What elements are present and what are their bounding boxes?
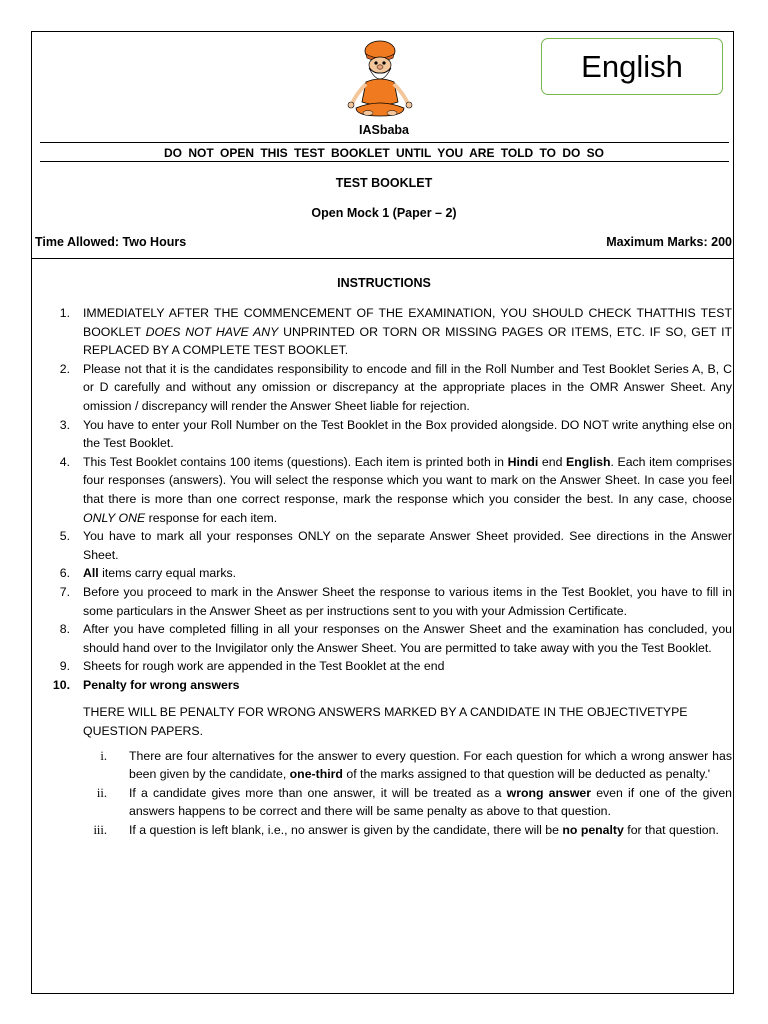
instruction-text: You have to mark all your responses ONLY on the separate Answer Sheet provided. See directions in the Answer Sheet. bbox=[83, 529, 732, 562]
time-marks-row bbox=[35, 235, 732, 249]
paper-title: Open Mock 1 (Paper – 2) bbox=[311, 206, 457, 220]
penalty-text: If a candidate gives more than one answer, it will be treated as a wrong answer even if one of the given answers happens to be correct and there will be same penalty as above to that question. bbox=[129, 785, 733, 819]
penalty-number: i. bbox=[100, 748, 107, 763]
iasbaba-logo bbox=[342, 38, 418, 120]
instruction-item bbox=[48, 657, 732, 676]
instruction-number: 9. bbox=[59, 659, 70, 674]
instruction-number: 5. bbox=[59, 529, 70, 544]
maximum-marks: Maximum Marks: 200 bbox=[606, 235, 732, 249]
instruction-number: 2. bbox=[59, 361, 70, 376]
penalty-text: There are four alternatives for the answer to every question. For each question for which a wrong answer has been given by the candidate, one-third of the marks assigned to that question will be deducted as penalty.' bbox=[129, 748, 732, 782]
instruction-item bbox=[48, 453, 732, 527]
instruction-text: IMMEDIATELY AFTER THE COMMENCEMENT OF THE EXAMINATION, YOU SHOULD CHECK THATTHIS TEST BOOKLET DOES NOT HAVE ANY UNPRINTED OR TORN OR MISSING PAGES OR ITEMS, ETC. IF SO, GET IT REPLACED BY A COMPLETE TEST BOOKLET. bbox=[83, 306, 733, 358]
logo-name: IASbaba bbox=[358, 123, 409, 137]
instruction-number: 8. bbox=[59, 622, 70, 637]
instruction-item bbox=[48, 527, 732, 564]
time-allowed: Time Allowed: Two Hours bbox=[35, 235, 187, 249]
instruction-number: 10. bbox=[52, 677, 70, 692]
instruction-item bbox=[48, 583, 732, 620]
instruction-number: 6. bbox=[59, 566, 70, 581]
instruction-number: 4. bbox=[59, 454, 70, 469]
instruction-text: You have to enter your Roll Number on the Test Booklet in the Box provided alongside. DO NOT write anything else on the Test Booklet. bbox=[83, 417, 732, 451]
penalty-intro: THERE WILL BE PENALTY FOR WRONG ANSWERS MARKED BY A CANDIDATE IN THE OBJECTIVETYPE QUESTION PAPERS. bbox=[83, 705, 688, 739]
penalty-item bbox=[48, 821, 732, 840]
instruction-text: This Test Booklet contains 100 items (questions). Each item is printed both in Hindi end English. Each item comprises four responses (answers). You will select the response which you want to mark on the Answer Sheet. In case you feel that there is more than one correct response, mark the response which you consider the best. In any case, choose ONLY ONE response for each item. bbox=[83, 454, 732, 525]
instructions-heading: INSTRUCTIONS bbox=[337, 276, 431, 290]
booklet-title: TEST BOOKLET bbox=[335, 176, 433, 190]
instructions-list bbox=[48, 304, 732, 840]
penalty-item bbox=[48, 747, 732, 784]
instruction-text: Penalty for wrong answers bbox=[83, 677, 240, 692]
penalty-item bbox=[48, 784, 732, 821]
instruction-item bbox=[48, 564, 732, 583]
instruction-text: After you have completed filling in all your responses on the Answer Sheet and the examination has concluded, you should hand over to the Invigilator only the Answer Sheet. You are permitted to take away with you the Test Booklet. bbox=[83, 622, 732, 655]
divider-top bbox=[40, 142, 729, 143]
warning-text: DO NOT OPEN THIS TEST BOOKLET UNTIL YOU ARE TOLD TO DO SO bbox=[163, 146, 605, 160]
instruction-item bbox=[48, 416, 732, 453]
instruction-item bbox=[48, 360, 732, 416]
instruction-item bbox=[48, 676, 732, 695]
instruction-item bbox=[48, 304, 732, 360]
instruction-item bbox=[48, 620, 732, 657]
divider-warning bbox=[40, 161, 729, 162]
instruction-text: Before you proceed to mark in the Answer Sheet the response to various items in the Test Booklet, you have to fill in some particulars in the Answer Sheet as per instructions sent to you with your Admission Certificate. bbox=[83, 584, 732, 618]
penalty-text: If a question is left blank, i.e., no answer is given by the candidate, there will be no penalty for that question. bbox=[129, 823, 719, 838]
penalty-number: ii. bbox=[96, 785, 107, 800]
instruction-number: 7. bbox=[59, 584, 70, 599]
penalty-number: iii. bbox=[93, 823, 107, 838]
instruction-text: All items carry equal marks. bbox=[83, 566, 237, 581]
instruction-number: 3. bbox=[59, 417, 70, 432]
instruction-text: Please not that it is the candidates responsibility to encode and fill in the Roll Number and Test Booklet Series A, B, C or D carefully and without any omission or discrepancy at the appropriate places in the OMR Answer Sheet. Any omission / discrepancy will render the Answer Sheet liable for rejection. bbox=[83, 361, 732, 413]
language-label: English bbox=[541, 38, 723, 95]
instruction-number: 1. bbox=[59, 306, 70, 320]
instruction-text: Sheets for rough work are appended in the Test Booklet at the end bbox=[83, 659, 445, 674]
divider-header bbox=[31, 258, 734, 259]
